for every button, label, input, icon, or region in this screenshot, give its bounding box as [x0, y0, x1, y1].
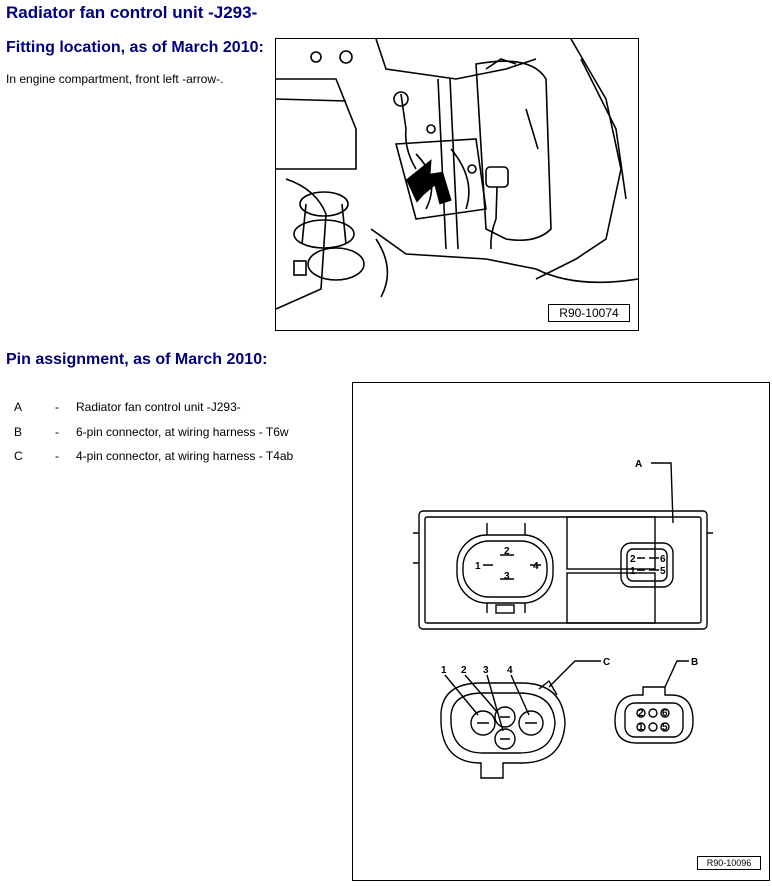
unit-pin-4: 4 — [533, 561, 539, 572]
unit6-pin-6: 6 — [660, 554, 666, 565]
legend-dash: - — [55, 400, 59, 414]
unit-pin-3: 3 — [504, 571, 510, 582]
unit6-pin-1: 1 — [630, 566, 636, 577]
legend-key: B — [14, 425, 23, 439]
fitting-text: In engine compartment, front left -arrow-. — [6, 72, 224, 86]
legend-text: Radiator fan control unit -J293- — [76, 400, 241, 414]
legend-key: A — [14, 400, 23, 414]
pins-figure-label: R90-10096 — [697, 856, 761, 870]
conn-b-pin-1: 1 — [638, 722, 644, 733]
legend-dash: - — [55, 449, 59, 463]
conn-b-pin-2: 2 — [638, 708, 644, 719]
pins-heading: Pin assignment, as of March 2010: — [6, 351, 268, 368]
pin-assignment-illustration — [353, 383, 769, 880]
fitting-figure-label: R90-10074 — [548, 304, 630, 322]
conn-c-pin-4: 4 — [507, 665, 513, 676]
legend-text: 6-pin connector, at wiring harness - T6w — [76, 425, 289, 439]
legend-key: C — [14, 449, 23, 463]
conn-b-pin-5: 5 — [662, 722, 668, 733]
legend-dash: - — [55, 425, 59, 439]
fitting-heading: Fitting location, as of March 2010: — [6, 39, 264, 56]
conn-b-pin-6: 6 — [662, 708, 668, 719]
callout-b: B — [691, 657, 699, 668]
callout-c: C — [603, 657, 611, 668]
page-title: Radiator fan control unit -J293- — [6, 3, 258, 22]
unit-pin-1: 1 — [475, 561, 481, 572]
conn-c-pin-1: 1 — [441, 665, 447, 676]
unit-pin-2: 2 — [504, 546, 510, 557]
engine-compartment-illustration — [276, 39, 638, 330]
callout-a: A — [635, 459, 643, 470]
unit6-pin-5: 5 — [660, 566, 666, 577]
unit6-pin-2: 2 — [630, 554, 636, 565]
conn-c-pin-3: 3 — [483, 665, 489, 676]
pin-assignment-figure — [352, 382, 770, 881]
conn-c-pin-2: 2 — [461, 665, 467, 676]
legend-text: 4-pin connector, at wiring harness - T4ab — [76, 449, 294, 463]
fitting-location-figure — [275, 38, 639, 331]
